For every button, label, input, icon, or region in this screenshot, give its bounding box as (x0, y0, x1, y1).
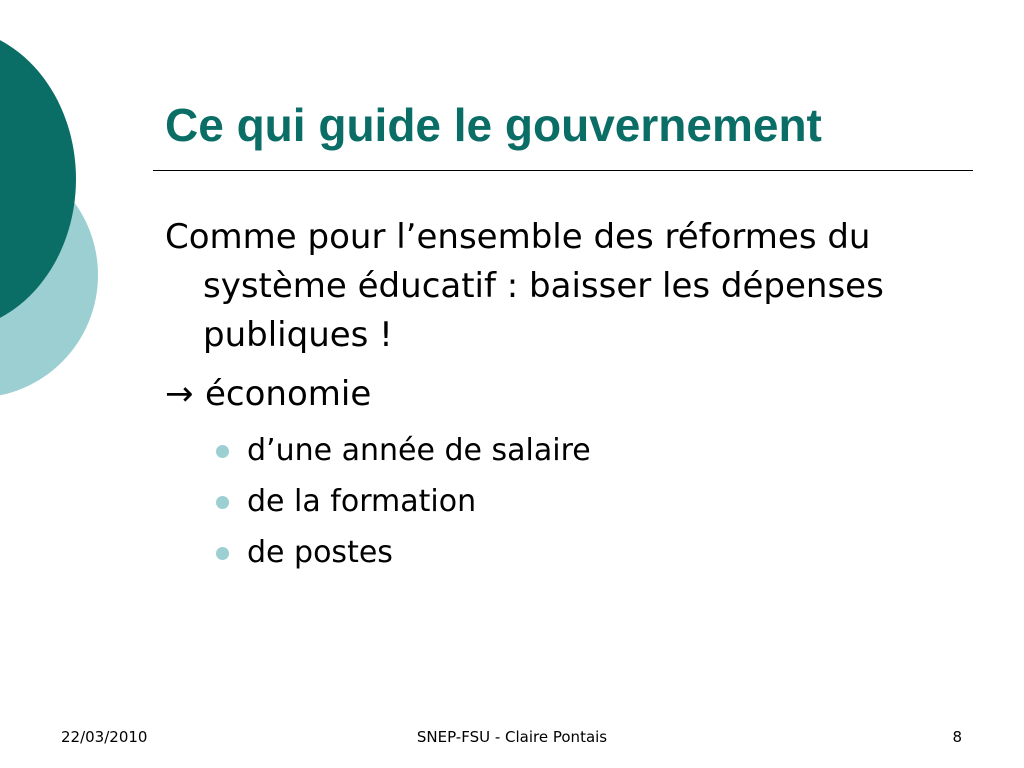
list-item-text: de postes (247, 535, 393, 570)
bullet-list (216, 425, 591, 578)
list-item-text: de la formation (247, 484, 477, 519)
list-item (216, 476, 591, 527)
arrow-line (165, 370, 371, 419)
footer-page-number: 8 (952, 728, 962, 746)
list-item (216, 425, 591, 476)
footer-date: 22/03/2010 (61, 728, 148, 746)
arrow-line-text: économie (205, 374, 372, 414)
footer-author: SNEP-FSU - Claire Pontais (416, 728, 608, 746)
arrow-right-icon: → (165, 374, 194, 414)
bullet-dot-icon (216, 445, 229, 458)
bullet-dot-icon (216, 547, 229, 560)
body-paragraph: Comme pour l’ensemble des réformes du système éducatif : baisser les dépenses publiques ! (165, 217, 884, 355)
bullet-dot-icon (216, 496, 229, 509)
slide-title: Ce qui guide le gouvernement (165, 99, 822, 151)
title-underline (153, 170, 973, 171)
list-item-text: d’une année de salaire (247, 433, 591, 468)
list-item (216, 527, 591, 578)
